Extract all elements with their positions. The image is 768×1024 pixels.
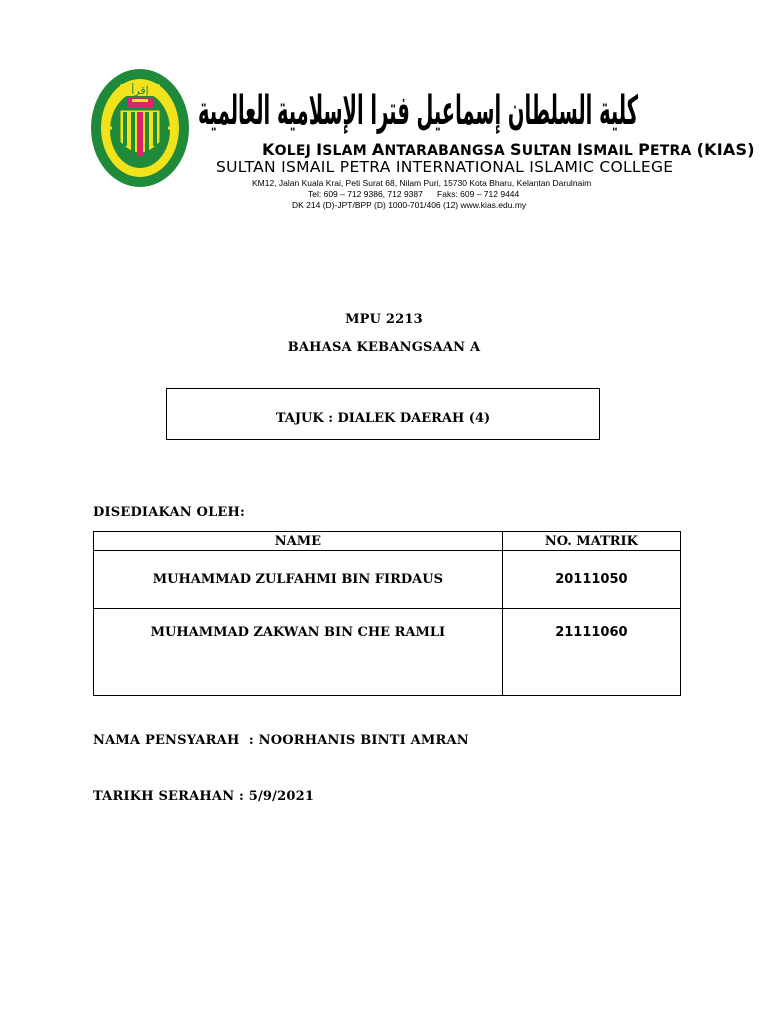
student-matrik: 20111050 bbox=[502, 551, 680, 609]
students-table bbox=[93, 531, 681, 696]
header-name: NAME bbox=[94, 532, 503, 551]
course-name: BAHASA KEBANGSAAN A bbox=[287, 340, 481, 355]
table-header-row bbox=[94, 532, 681, 551]
table-row bbox=[94, 551, 681, 609]
prepared-by-label: DISEDIAKAN OLEH: bbox=[93, 505, 246, 520]
student-name: MUHAMMAD ZULFAHMI BIN FIRDAUS bbox=[94, 551, 503, 609]
student-name: MUHAMMAD ZAKWAN BIN CHE RAMLI bbox=[94, 609, 503, 696]
assignment-title: TAJUK : DIALEK DAERAH (4) bbox=[275, 410, 491, 426]
college-name-en: SULTAN ISMAIL PETRA INTERNATIONAL ISLAMIC COLLEGE bbox=[216, 158, 674, 176]
header-matrik: NO. MATRIK bbox=[502, 532, 680, 551]
table-row bbox=[94, 609, 681, 696]
assignment-title-box bbox=[166, 388, 600, 440]
arabic-name-text: كلية السلطان إسماعيل فترا الإسلامية العالمية bbox=[198, 88, 639, 134]
student-matrik: 21111060 bbox=[502, 609, 680, 696]
course-code: MPU 2213 bbox=[345, 312, 423, 327]
college-name-ms: KOLEJ ISLAM ANTARABANGSA SULTAN ISMAIL PETRA (KIAS) bbox=[262, 140, 755, 159]
college-address: KM12, Jalan Kuala Krai, Peti Surat 68, Nilam Puri, 15730 Kota Bharu, Kelantan Darulnaim bbox=[252, 178, 592, 188]
college-logo bbox=[90, 68, 190, 188]
lecturer-line: NAMA PENSYARAH : NOORHANIS BINTI AMRAN bbox=[93, 733, 469, 748]
submission-date-line: TARIKH SERAHAN : 5/9/2021 bbox=[93, 789, 315, 804]
college-registration: DK 214 (D)-JPT/BPP (D) 1000-701/406 (12) www.kias.edu.my bbox=[292, 200, 527, 210]
logo-iqra-text: إقرأ bbox=[131, 84, 149, 97]
arabic-college-name bbox=[192, 74, 644, 144]
college-phone: Tel: 609 – 712 9386, 712 9387 Faks: 609 – 712 9444 bbox=[308, 189, 520, 199]
